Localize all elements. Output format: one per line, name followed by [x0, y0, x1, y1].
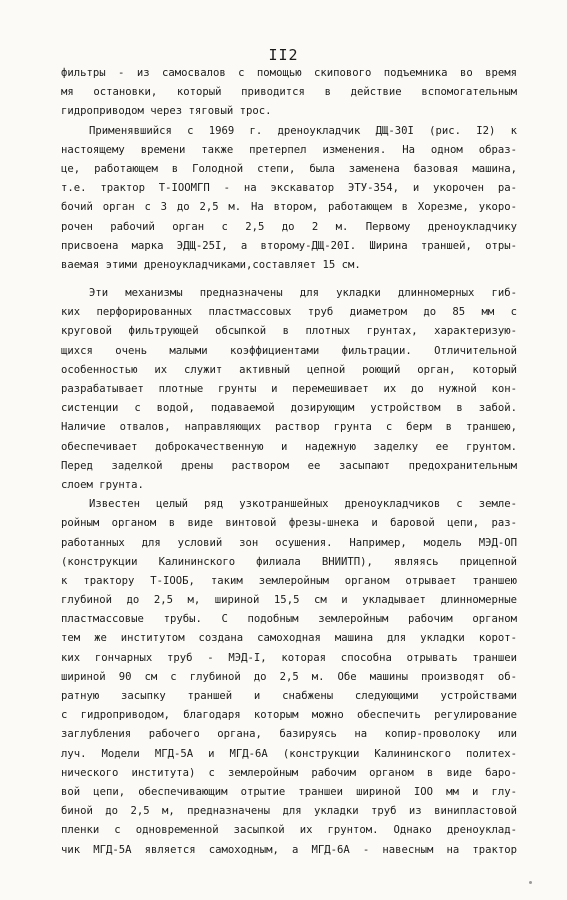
text-line: круговой фильтрующей обсыпкой в плотных грунтах, характеризую-: [61, 325, 517, 338]
text-line: (конструкции Калининского филиала ВНИИТП), являясь прицепной: [61, 555, 517, 568]
text-line: глубиной до 2,5 м, шириной 15,5 см и укладывает длинномерные: [61, 594, 517, 607]
body-text: [61, 64, 517, 860]
text-line: луч. Модели МГД-5А и МГД-6А (конструкции Калининского политех-: [61, 747, 517, 760]
text-line: слоем грунта.: [61, 478, 144, 491]
text-line: чик МГД-5А является самоходным, а МГД-6А - навесным на трактор: [61, 843, 517, 856]
text-line: тем же институтом создана самоходная машина для укладки корот-: [61, 632, 517, 645]
text-line: щихся очень малыми коэффициентами фильтрации. Отличительной: [61, 344, 517, 357]
page-number: II2: [268, 46, 299, 64]
text-line: рочен рабочий орган с 2,5 до 2 м. Первому дреноукладчику: [61, 220, 517, 233]
text-line: ких перфорированных пластмассовых труб диаметром до 85 мм с: [61, 306, 517, 319]
text-line: вой цепи, обеспечивающим отрытие траншеи шириной IОО мм и глу-: [61, 785, 517, 798]
text-line: настоящему времени также претерпел изменения. На одном образ-: [61, 143, 517, 156]
text-line: обеспечивает доброкачественную и надежную заделку ее грунтом.: [61, 440, 517, 453]
text-line: нического института) с землеройным рабочим органом в виде баро-: [61, 766, 517, 779]
text-line: Известен целый ряд узкотраншейных дреноукладчиков с земле-: [89, 498, 517, 511]
text-line: ройным органом в виде винтовой фрезы-шнека и баровой цепи, раз-: [61, 517, 517, 530]
text-line: с гидроприводом, благодаря которым можно обеспечить регулирование: [61, 709, 517, 722]
text-line: пластмассовые трубы. С подобным землеройным рабочим органом: [61, 613, 517, 626]
text-line: систенции с водой, подаваемой дозирующим устройством в забой.: [61, 402, 517, 415]
text-line: гидроприводом через тяговый трос.: [61, 105, 272, 118]
text-line: бочий орган с 3 до 2,5 м. На втором, работающем в Хорезме, укоро-: [61, 201, 517, 214]
text-line: разрабатывает плотные грунты и перемешивает их до нужной кон-: [61, 383, 517, 395]
text-line: Применявшийся с 1969 г. дреноукладчик ДЩ-30I (рис. I2) к: [89, 124, 517, 137]
scan-speck: [529, 881, 532, 884]
text-line: т.е. трактор Т-IООМГП - на экскаватор ЭТУ-354, и укорочен ра-: [61, 182, 517, 195]
text-line: Перед заделкой дрены раствором ее засыпают предохранительным: [61, 459, 517, 472]
paragraph-gap: [61, 275, 517, 284]
text-line: особенностью их служит активный цепной роющий орган, который: [61, 363, 517, 376]
text-line: к трактору Т-IООБ, таким землеройным органом отрывает траншею: [61, 574, 517, 587]
text-line: мя остановки, который приводится в действие вспомогательным: [61, 86, 517, 99]
text-line: работанных для условий зон осушения. Например, модель МЭД-ОП: [61, 536, 517, 549]
text-line: шириной 90 см с глубиной до 2,5 м. Обе машины производят об-: [61, 670, 517, 683]
text-line: заглубления рабочего органа, базируясь на копир-проволоку или: [61, 728, 517, 741]
text-line: пленки с одновременной засыпкой их грунтом. Однако дреноуклад-: [61, 824, 517, 837]
text-line: ратную засыпку траншей и снабжены следующими устройствами: [61, 690, 517, 702]
text-line: ких гончарных труб - МЭД-I, которая способна отрывать траншеи: [61, 651, 517, 664]
text-line: ваемая этими дреноукладчиками,составляет 15 см.: [61, 258, 361, 271]
text-line: Наличие отвалов, направляющих раствор грунта с берм в траншею,: [61, 421, 517, 434]
text-line: Эти механизмы предназначены для укладки длинномерных гиб-: [89, 287, 517, 300]
text-line: фильтры - из самосвалов с помощью скипового подъемника во время: [61, 67, 517, 79]
text-line: биной до 2,5 м, предназначены для укладки труб из винипластовой: [61, 805, 517, 818]
text-line: присвоена марка ЭДЩ-25I, а второму-ДЩ-20I. Ширина траншей, отры-: [61, 239, 517, 252]
text-line: це, работающем в Голодной степи, была заменена базовая машина,: [61, 162, 517, 175]
